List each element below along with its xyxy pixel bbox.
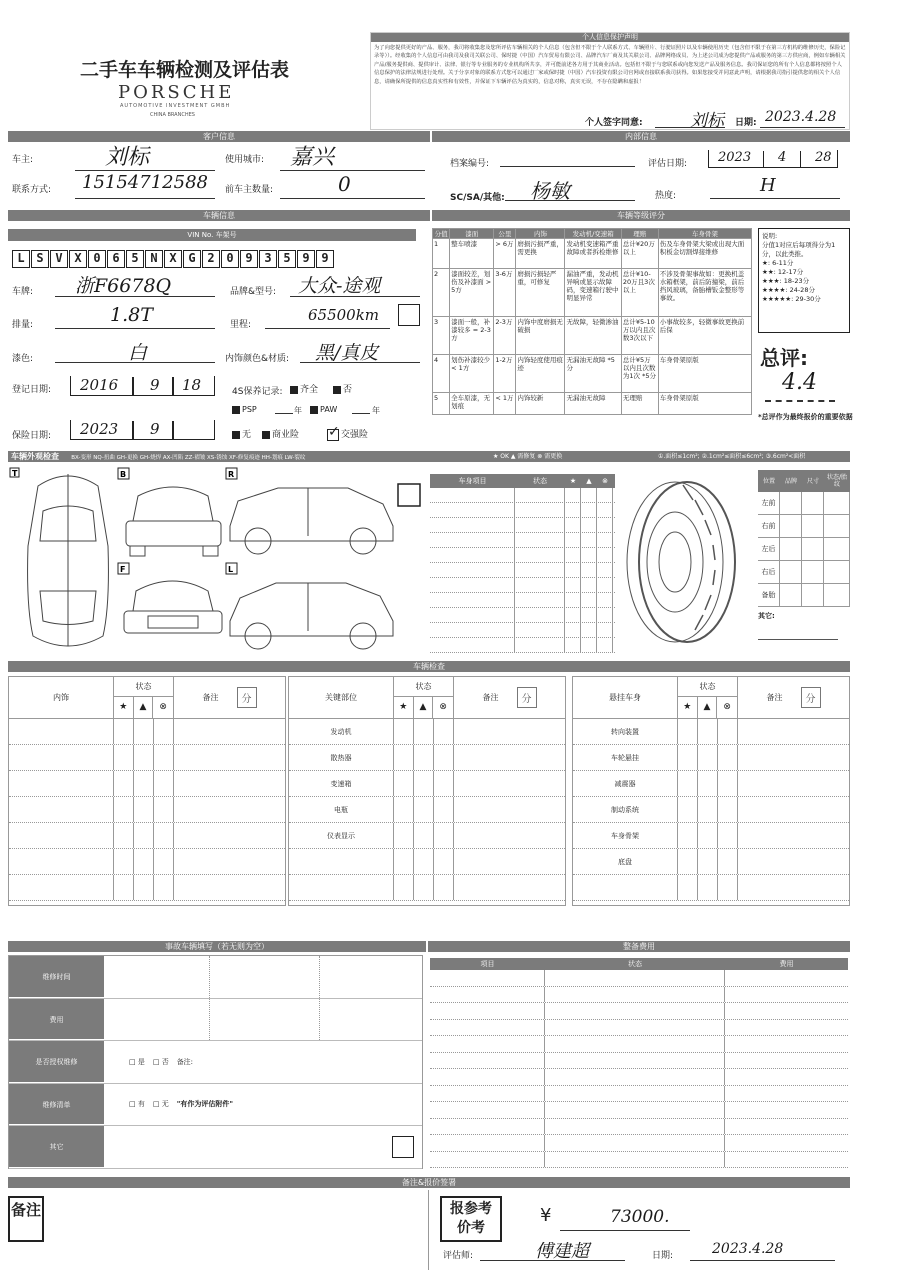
appraiser-sign[interactable]: 傅建超 <box>535 1241 589 1262</box>
grade-cell: 发动机变速箱严重故障或者拆检维修 <box>565 239 621 269</box>
accident-other-checkbox[interactable] <box>392 1136 414 1158</box>
internal-bar: 内部信息 <box>432 131 850 142</box>
grade-cell: 车身骨架原版 <box>658 355 751 393</box>
status-header: 状态 <box>394 677 453 697</box>
suspension-row[interactable] <box>573 797 849 823</box>
repair-row[interactable] <box>430 1152 848 1169</box>
score-box[interactable]: 分 <box>237 687 257 708</box>
body-item-row[interactable] <box>430 638 615 653</box>
customer-bar: 客户信息 <box>8 131 430 142</box>
bottom-date-label: 日期: <box>652 1251 674 1261</box>
grade-row <box>433 317 752 355</box>
tire-row[interactable] <box>758 515 850 538</box>
repair-row[interactable] <box>430 987 848 1004</box>
repair-symbol: ▲ <box>414 697 434 718</box>
key-parts-row[interactable] <box>289 875 565 901</box>
repair-symbol: ▲ <box>134 697 154 718</box>
vin-char: V <box>50 250 68 268</box>
grade-cell: 总计¥10-20万且3次以上 <box>621 269 658 317</box>
interior-value[interactable]: 黑/真皮 <box>315 342 379 364</box>
brand-value[interactable]: 大众-途观 <box>298 275 381 297</box>
repair-bar: 整备费用 <box>428 941 850 952</box>
repair-cost-header: 费用 <box>779 960 794 968</box>
vin-char: 3 <box>259 250 277 268</box>
grade-cell: 全车原漆，无划痕 <box>450 393 494 415</box>
accident-row-label: 是否授权维修 <box>9 1041 104 1083</box>
brand-label: 品牌&型号: <box>230 287 277 297</box>
grade-cell: 整车喷漆 <box>450 239 494 269</box>
grade-cell: 无故障，轻微渗油 <box>565 317 621 355</box>
interior-row[interactable] <box>9 797 285 823</box>
inspect-item-label: 电瓶 <box>289 797 394 822</box>
accident-row[interactable] <box>9 956 422 999</box>
status-header: 状态 <box>114 677 173 697</box>
status-header: 状态 <box>678 677 737 697</box>
repair-row[interactable] <box>430 1102 848 1119</box>
score-box[interactable]: 分 <box>801 687 821 708</box>
interior-row[interactable] <box>9 849 285 875</box>
mileage-label: 里程: <box>230 320 252 330</box>
phone-value[interactable]: 15154712588 <box>82 172 208 193</box>
body-items-table <box>430 474 615 654</box>
owner-value[interactable]: 刘标 <box>105 145 150 170</box>
exterior-checkbox[interactable] <box>398 484 420 506</box>
car-front-view[interactable] <box>118 563 222 633</box>
accident-table <box>8 955 423 1169</box>
appraiser-label: 评估师: <box>443 1251 474 1261</box>
repair-row[interactable] <box>430 1036 848 1053</box>
grade-cell: 漏油严重，发动机异响或显示故障码，变速箱行驶中明显异常 <box>565 269 621 317</box>
grade-header: 内饰 <box>516 229 565 239</box>
vin-char: 0 <box>221 250 239 268</box>
grade-note-line: ★★★★★: 29-30分 <box>762 295 821 303</box>
key-parts-header: 关键部位 <box>289 677 394 718</box>
suspension-inspect-table <box>572 676 850 906</box>
grade-table <box>432 228 752 415</box>
maint-no-checkbox[interactable] <box>333 386 341 394</box>
repair-row[interactable] <box>430 1020 848 1037</box>
ins-month: 9 <box>150 420 160 438</box>
grade-bar: 车辆等级评分 <box>432 210 850 221</box>
repair-status-header: 状态 <box>628 960 642 968</box>
brand-logo: PORSCHE <box>118 82 235 103</box>
sc-value[interactable]: 杨敏 <box>530 179 570 203</box>
suspension-header: 悬挂车身 <box>573 677 678 718</box>
color-value[interactable]: 白 <box>128 342 148 364</box>
car-right-view[interactable] <box>226 468 393 554</box>
file-no-label: 档案编号: <box>450 159 490 169</box>
interior-label: 内饰颜色&材质: <box>225 354 290 364</box>
grade-note-box <box>758 228 850 333</box>
grade-cell: 3 <box>433 317 450 355</box>
grade-cell: 总计¥20万以上 <box>621 239 658 269</box>
grade-cell: 3-6万 <box>494 269 516 317</box>
key-parts-row[interactable] <box>289 823 565 849</box>
file-no-field[interactable] <box>500 166 635 167</box>
psp-option[interactable]: PSP <box>232 405 257 414</box>
tire-header: 位置 <box>762 477 775 485</box>
vin-char: 9 <box>297 250 315 268</box>
grade-header: 车身骨架 <box>658 229 751 239</box>
privacy-date-label: 日期: <box>735 118 757 128</box>
grade-cell: 4 <box>433 355 450 393</box>
prev-owner-value[interactable]: 0 <box>338 172 351 196</box>
inspect-item-label: 底盘 <box>573 849 678 874</box>
privacy-title: 个人信息保护声明 <box>371 33 849 42</box>
authorized-option[interactable]: □ 是 <box>129 1057 145 1066</box>
suspension-row[interactable] <box>573 745 849 771</box>
view-label-f: F <box>120 565 126 574</box>
grade-header: 分值 <box>433 229 450 239</box>
exterior-title: 车辆外观检查 <box>11 452 59 461</box>
accident-row[interactable] <box>9 1126 422 1169</box>
repair-item-header: 项目 <box>480 960 495 968</box>
inspect-item-label: 车轮悬挂 <box>573 745 678 770</box>
grade-row <box>433 239 752 269</box>
body-item-row[interactable] <box>430 533 615 548</box>
body-item-row[interactable] <box>430 593 615 608</box>
ok-symbol: ★ <box>114 697 134 718</box>
car-back-view[interactable] <box>118 468 221 556</box>
grade-cell: < 1万 <box>494 393 516 415</box>
vin-char: L <box>12 250 30 268</box>
interior-row[interactable] <box>9 875 285 901</box>
city-value[interactable]: 嘉兴 <box>290 145 335 170</box>
tire-diagram <box>615 470 745 650</box>
suspension-row[interactable] <box>573 719 849 745</box>
total-value[interactable]: 4.4 <box>782 370 817 395</box>
tire-position: 右前 <box>758 515 780 537</box>
grade-cell: 内饰轻度使用痕迹 <box>516 355 565 393</box>
inspect-item-label: 变速箱 <box>289 771 394 796</box>
vin-bar: VIN No. 车架号 <box>8 229 416 241</box>
body-status-header: 状态 <box>533 477 547 485</box>
attach-note: "有作为评估附件" <box>176 1100 233 1109</box>
key-parts-row[interactable] <box>289 849 565 875</box>
tire-row[interactable] <box>758 492 850 515</box>
brand-sub1: AUTOMOTIVE INVESTMENT GMBH <box>120 103 231 109</box>
grade-note-line: ★★★★: 24-28分 <box>762 286 815 294</box>
repair-row[interactable] <box>430 970 848 987</box>
vin-char: 2 <box>202 250 220 268</box>
tire-table <box>758 470 850 640</box>
repair-row[interactable] <box>430 1119 848 1136</box>
ins-year: 2023 <box>80 420 119 438</box>
mileage-checkbox[interactable] <box>398 304 420 326</box>
ok-symbol: ★ <box>394 697 414 718</box>
tire-other-label: 其它: <box>758 612 775 620</box>
tire-row[interactable] <box>758 584 850 607</box>
grade-cell: 2-3万 <box>494 317 516 355</box>
repair-table <box>430 958 848 1168</box>
key-parts-row[interactable] <box>289 771 565 797</box>
body-item-row[interactable] <box>430 578 615 593</box>
plate-value[interactable]: 浙F6678Q <box>75 275 172 297</box>
paw-option[interactable]: PAW <box>310 405 337 414</box>
reg-day: 18 <box>182 376 202 394</box>
grade-cell: 2 <box>433 269 450 317</box>
accident-bar: 事故车辆填写（若无则为空） <box>8 941 426 952</box>
privacy-text: 为了向您提供更好的产品、服务，我司将收集您及您所评估车辆相关的个人信息（包含但不限于个人联系方式、车辆照片、行驶证照片以及车辆使用历史（包含但不限于在第三方机构的维修历史，保险记录等））。经收集的个人信息可由我司及我司关联公司、保时捷（中国）汽车贸易有限公司、品牌汽车厂商及其关联公司、品牌网络成员、为上述公司成为您提供产品或服务的第三方供应商，例如车辆相关产品/服务提供商、提供审计、法律、银行等专业服务的专业机构所共享，并可能前述各方用于其商业活动。包括但不限于与您联系或向您发送产品及服务信息。我司保证您的所有个人信息都将按照个人信息保护的法律法规进行处理。关于分享对象的联系方式您可以通过厂家或保时捷（中国）汽车投资有限公司官网或直接联系我司获得。如果您接受并同意此声明，请根据我司指引提供您的相关个人信息，请确保所提供的信息真实性和有效性，并保证下车辆评估为真实的，信息对称，真实无误，不存在隐瞒和虚报！ <box>374 45 846 85</box>
body-item-row[interactable] <box>430 488 615 503</box>
repair-row[interactable] <box>430 1053 848 1070</box>
grade-note-title: 说明: <box>762 232 778 240</box>
grade-cell: 1-2万 <box>494 355 516 393</box>
quote-amount[interactable]: 73000. <box>610 1207 670 1227</box>
form-title: 二手车车辆检测及评估表 <box>80 59 290 81</box>
grade-row <box>433 393 752 415</box>
view-label-r: R <box>228 470 235 479</box>
authorized-option[interactable]: □ 否 <box>152 1057 169 1066</box>
inspect-item-label: 车身骨架 <box>573 823 678 848</box>
maint-full-checkbox[interactable] <box>290 386 298 394</box>
psp-year: 年 <box>294 406 302 415</box>
inspect-item-label: 仪表显示 <box>289 823 394 848</box>
grade-cell: 无漏油无故障 *5分 <box>565 355 621 393</box>
vin-char: G <box>183 250 201 268</box>
grade-header: 漆面 <box>450 229 494 239</box>
sc-label: SC/SA/其他: <box>450 193 505 203</box>
grade-cell: 1 <box>433 239 450 269</box>
interior-inspect-table <box>8 676 286 906</box>
grade-cell: 内饰中度磨损无破损 <box>516 317 565 355</box>
tire-header: 品牌 <box>784 477 797 485</box>
quote-box: 报参考价考 <box>440 1196 502 1242</box>
repair-row[interactable] <box>430 1069 848 1086</box>
grade-cell: 磨损污损严重，需更换 <box>516 239 565 269</box>
reg-label: 登记日期: <box>12 385 52 395</box>
repair-list-option[interactable]: □ 无 <box>152 1100 169 1109</box>
grade-cell: 小事故较多，轻微事故更换前后保 <box>658 317 751 355</box>
eval-date-year: 2023 <box>718 150 752 165</box>
suspension-row[interactable] <box>573 771 849 797</box>
ok-symbol: ★ <box>569 477 577 485</box>
grade-header: 发动机/变速箱 <box>565 229 621 239</box>
tire-position: 左前 <box>758 492 780 514</box>
disp-value[interactable]: 1.8T <box>110 304 153 326</box>
reg-year: 2016 <box>80 376 119 394</box>
grade-cell: 5 <box>433 393 450 415</box>
sign-value[interactable]: 刘标 <box>690 111 724 131</box>
tire-icon <box>627 482 735 642</box>
grade-cell: 总计¥5-10万以内且次数3次以下 <box>621 317 658 355</box>
body-item-row[interactable] <box>430 503 615 518</box>
key-parts-inspect-table <box>288 676 566 906</box>
ok-symbol: ★ <box>678 697 698 718</box>
grade-cell: 车身骨架原版 <box>658 393 751 415</box>
exterior-bar <box>8 451 850 462</box>
ins-none[interactable]: 无 <box>232 427 251 440</box>
grade-cell: 无漏油无故障 <box>565 393 621 415</box>
sign-label: 个人签字同意: <box>585 118 643 128</box>
replace-symbol: ⊗ <box>159 702 167 712</box>
vin-char: 5 <box>278 250 296 268</box>
grade-cell: 内饰较新 <box>516 393 565 415</box>
owner-label: 车主: <box>12 155 34 165</box>
interior-header: 内饰 <box>9 677 114 718</box>
grade-header: 理赔 <box>621 229 658 239</box>
plate-label: 车牌: <box>12 287 34 297</box>
repair-symbol: ▲ <box>698 697 718 718</box>
interior-row[interactable] <box>9 745 285 771</box>
inspect-bar: 车辆检查 <box>8 661 850 672</box>
replace-symbol: ⊗ <box>723 702 731 712</box>
ins-label: 保险日期: <box>12 431 52 441</box>
vin-char: X <box>164 250 182 268</box>
maint-label: 4S保养记录: <box>232 387 283 397</box>
vin-char: N <box>145 250 163 268</box>
grade-header: 公里 <box>494 229 516 239</box>
repair-row[interactable] <box>430 1135 848 1152</box>
vin-char: 6 <box>107 250 125 268</box>
vin-char: X <box>69 250 87 268</box>
grade-note-line: ★★★: 18-23分 <box>762 277 810 285</box>
heat-value[interactable]: H <box>760 175 776 196</box>
grade-cell: 不涉及骨架事故如：更换机盖水箱框架，前后防撞梁，前后挡风玻璃，备胎槽钣金整形等事故。 <box>658 269 751 317</box>
heat-label: 热度: <box>655 191 677 201</box>
inspect-item-label: 散热器 <box>289 745 394 770</box>
exterior-legend2: ★ OK ▲ 需修复 ⊗ 需更换 <box>493 453 563 460</box>
note-header: 备注 <box>766 693 783 702</box>
grade-note-line: ★: 6-11分 <box>762 259 794 267</box>
bottom-date-value[interactable]: 2023.4.28 <box>712 1241 784 1257</box>
grade-cell: > 6万 <box>494 239 516 269</box>
accident-row-label: 维修清单 <box>9 1084 104 1126</box>
repair-row[interactable] <box>430 1086 848 1103</box>
accident-note-label: 备注: <box>176 1057 194 1066</box>
accident-row-label: 维修时间 <box>9 956 104 998</box>
city-label: 使用城市: <box>225 155 265 165</box>
key-parts-row[interactable] <box>289 745 565 771</box>
disp-label: 排量: <box>12 320 34 330</box>
tire-position: 备胎 <box>758 584 780 606</box>
body-item-row[interactable] <box>430 518 615 533</box>
replace-symbol: ⊗ <box>602 477 608 485</box>
grade-cell: 无理赔 <box>621 393 658 415</box>
vin-char: 0 <box>88 250 106 268</box>
paw-year: 年 <box>372 406 380 415</box>
vin-char: 9 <box>240 250 258 268</box>
maint-no[interactable]: 否 <box>333 382 352 395</box>
privacy-date-value[interactable]: 2023.4.28 <box>765 109 837 125</box>
repair-row[interactable] <box>430 1003 848 1020</box>
yen-symbol: ¥ <box>540 1205 552 1226</box>
total-label: 总评: <box>760 346 808 370</box>
accident-row[interactable] <box>9 1084 422 1127</box>
car-top-view[interactable] <box>10 468 108 646</box>
tire-header: 状态/胎纹 <box>826 474 848 488</box>
prev-owner-label: 前车主数量: <box>225 185 274 195</box>
eval-date-month: 4 <box>778 150 787 165</box>
vehicle-bar: 车辆信息 <box>8 210 430 221</box>
body-item-header: 车身项目 <box>458 477 487 485</box>
grade-row <box>433 269 752 317</box>
suspension-row[interactable] <box>573 875 849 901</box>
interior-row[interactable] <box>9 823 285 849</box>
car-diagrams <box>8 466 428 658</box>
note-header: 备注 <box>482 693 499 702</box>
grade-note-line: 分值1对应后每项得分为1分，以此类推。 <box>762 241 836 258</box>
eval-date-label: 评估日期: <box>648 159 688 169</box>
body-item-row[interactable] <box>430 548 615 563</box>
accident-row[interactable] <box>9 1041 422 1084</box>
tire-other-field[interactable] <box>758 639 838 640</box>
tire-header: 尺寸 <box>806 477 819 485</box>
color-label: 漆色: <box>12 354 34 364</box>
suspension-row[interactable] <box>573 823 849 849</box>
grade-cell: 漆面一般，补漆较多 = 2-3方 <box>450 317 494 355</box>
grade-cell: 伤及车身骨架大梁或出现大面积板金切割焊接维修 <box>658 239 751 269</box>
vin-boxes[interactable] <box>12 250 334 268</box>
repair-symbol: ▲ <box>586 477 592 485</box>
suspension-row[interactable] <box>573 849 849 875</box>
inspect-item-label: 转向装置 <box>573 719 678 744</box>
grade-cell: 漆面较差，划伤及补漆面 > 5方 <box>450 269 494 317</box>
vin-char: 5 <box>126 250 144 268</box>
total-note: *总评作为最终报价的重要依据 <box>758 413 853 421</box>
car-left-view[interactable] <box>226 563 393 649</box>
interior-row[interactable] <box>9 771 285 797</box>
bottom-bar: 备注&报价签署 <box>8 1177 850 1188</box>
replace-symbol: ⊗ <box>439 702 447 712</box>
vin-char: 9 <box>316 250 334 268</box>
inspect-item-label: 发动机 <box>289 719 394 744</box>
ins-compulsory[interactable]: ✓ 交强险 <box>328 423 369 440</box>
key-parts-row[interactable] <box>289 719 565 745</box>
view-label-b: B <box>120 470 127 479</box>
grade-row <box>433 355 752 393</box>
ins-commercial[interactable]: 商业险 <box>262 427 299 440</box>
exterior-legend: BX-变形 NQ-扭曲 GH-更换 GH-烧焊 AX-凹陷 ZZ-褶皱 XS-锈蚀 XF-修复痕迹 HH-划痕 LW-裂纹 <box>71 455 306 461</box>
vin-char: S <box>31 250 49 268</box>
view-label-t: T <box>12 469 18 478</box>
phone-label: 联系方式: <box>12 185 52 195</box>
accident-row[interactable] <box>9 999 422 1042</box>
body-item-row[interactable] <box>430 623 615 638</box>
grade-note-line: ★★: 12-17分 <box>762 268 804 276</box>
grade-cell: 磨损污损轻严重，可修复 <box>516 269 565 317</box>
note-box: 备注 <box>8 1196 44 1242</box>
view-label-l: L <box>228 565 234 574</box>
inspect-item-label: 制动系统 <box>573 797 678 822</box>
grade-cell: 划伤补漆较少 < 1方 <box>450 355 494 393</box>
grade-cell: 总计¥5万以内且次数为1次 *5分 <box>621 355 658 393</box>
tire-row[interactable] <box>758 561 850 584</box>
tire-position: 右后 <box>758 561 780 583</box>
key-parts-row[interactable] <box>289 797 565 823</box>
accident-row-label: 其它 <box>9 1126 104 1168</box>
body-item-row[interactable] <box>430 563 615 578</box>
body-item-row[interactable] <box>430 608 615 623</box>
interior-row[interactable] <box>9 719 285 745</box>
mileage-value[interactable]: 65500km <box>308 306 380 324</box>
tire-position: 左后 <box>758 538 780 560</box>
note-header: 备注 <box>202 693 219 702</box>
accident-row-label: 费用 <box>9 999 104 1041</box>
score-box[interactable]: 分 <box>517 687 537 708</box>
tire-row[interactable] <box>758 538 850 561</box>
exterior-legend3: ①.面积≤1cm²; ②.1cm²≤面积≤6cm²; ③.6cm²<面积 <box>658 453 806 460</box>
eval-date-day: 28 <box>815 150 832 165</box>
brand-sub2: CHINA BRANCHES <box>150 112 195 118</box>
maint-full[interactable]: 齐全 <box>290 382 318 395</box>
repair-list-option[interactable]: □ 有 <box>129 1100 145 1109</box>
inspect-item-label: 减震器 <box>573 771 678 796</box>
reg-month: 9 <box>150 376 160 394</box>
